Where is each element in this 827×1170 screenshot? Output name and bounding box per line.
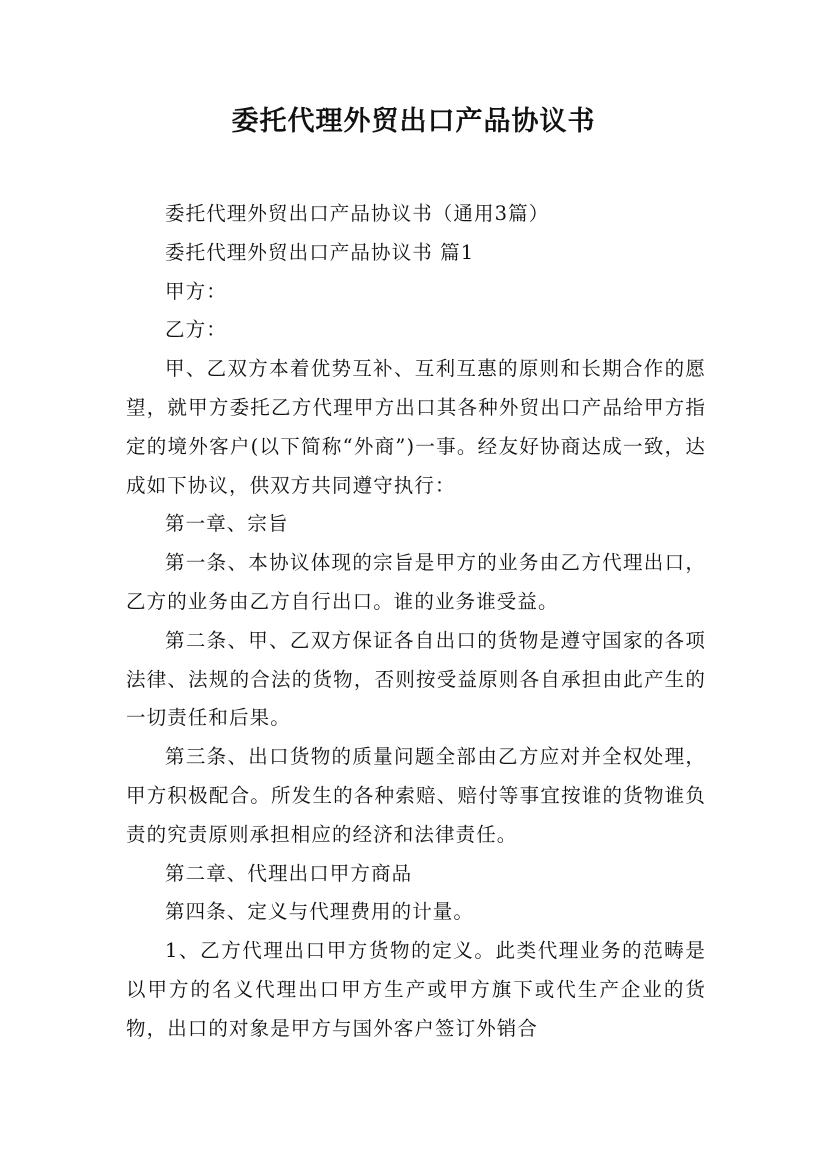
- article-1: 第一条、本协议体现的宗旨是甲方的业务由乙方代理出口，乙方的业务由乙方自行出口。谁的业务谁受益。: [126, 551, 706, 613]
- chapter-1-heading: 第一章、宗旨: [165, 512, 289, 536]
- paragraph-party-b: 乙方：: [165, 318, 227, 342]
- paragraph-subtitle: 委托代理外贸出口产品协议书（通用3篇）: [165, 202, 550, 225]
- document-body: [126, 195, 706, 1049]
- chapter-2-heading: 第二章、代理出口甲方商品: [165, 861, 413, 885]
- article-4-clause-1: 1、乙方代理出口甲方货物的定义。此类代理业务的范畴是以甲方的名义代理出口甲方生产或甲方旗下或代生产企业的货物，出口的对象是甲方与国外客户签订外销合: [126, 939, 706, 1040]
- document-title: 委托代理外贸出口产品协议书: [231, 106, 596, 137]
- article-2: 第二条、甲、乙双方保证各自出口的货物是遵守国家的各项法律、法规的合法的货物，否则按受益原则各自承担由此产生的一切责任和后果。: [126, 628, 706, 730]
- paragraph-preamble: 甲、乙双方本着优势互补、互利互惠的原则和长期合作的愿望，就甲方委托乙方代理甲方出口其各种外贸出口产品给甲方指定的境外客户(以下简称“外商”)一事。经友好协商达成一致，达成如下协议，供双方共同遵守执行：: [126, 357, 706, 497]
- article-4: 第四条、定义与代理费用的计量。: [165, 900, 475, 924]
- paragraph-party-a: 甲方：: [165, 279, 227, 303]
- article-3: 第三条、出口货物的质量问题全部由乙方应对并全权处理，甲方积极配合。所发生的各种索赔、赔付等事宜按谁的货物谁负责的究责原则承担相应的经济和法律责任。: [126, 745, 706, 846]
- paragraph-section-heading: 委托代理外贸出口产品协议书 篇1: [165, 240, 475, 264]
